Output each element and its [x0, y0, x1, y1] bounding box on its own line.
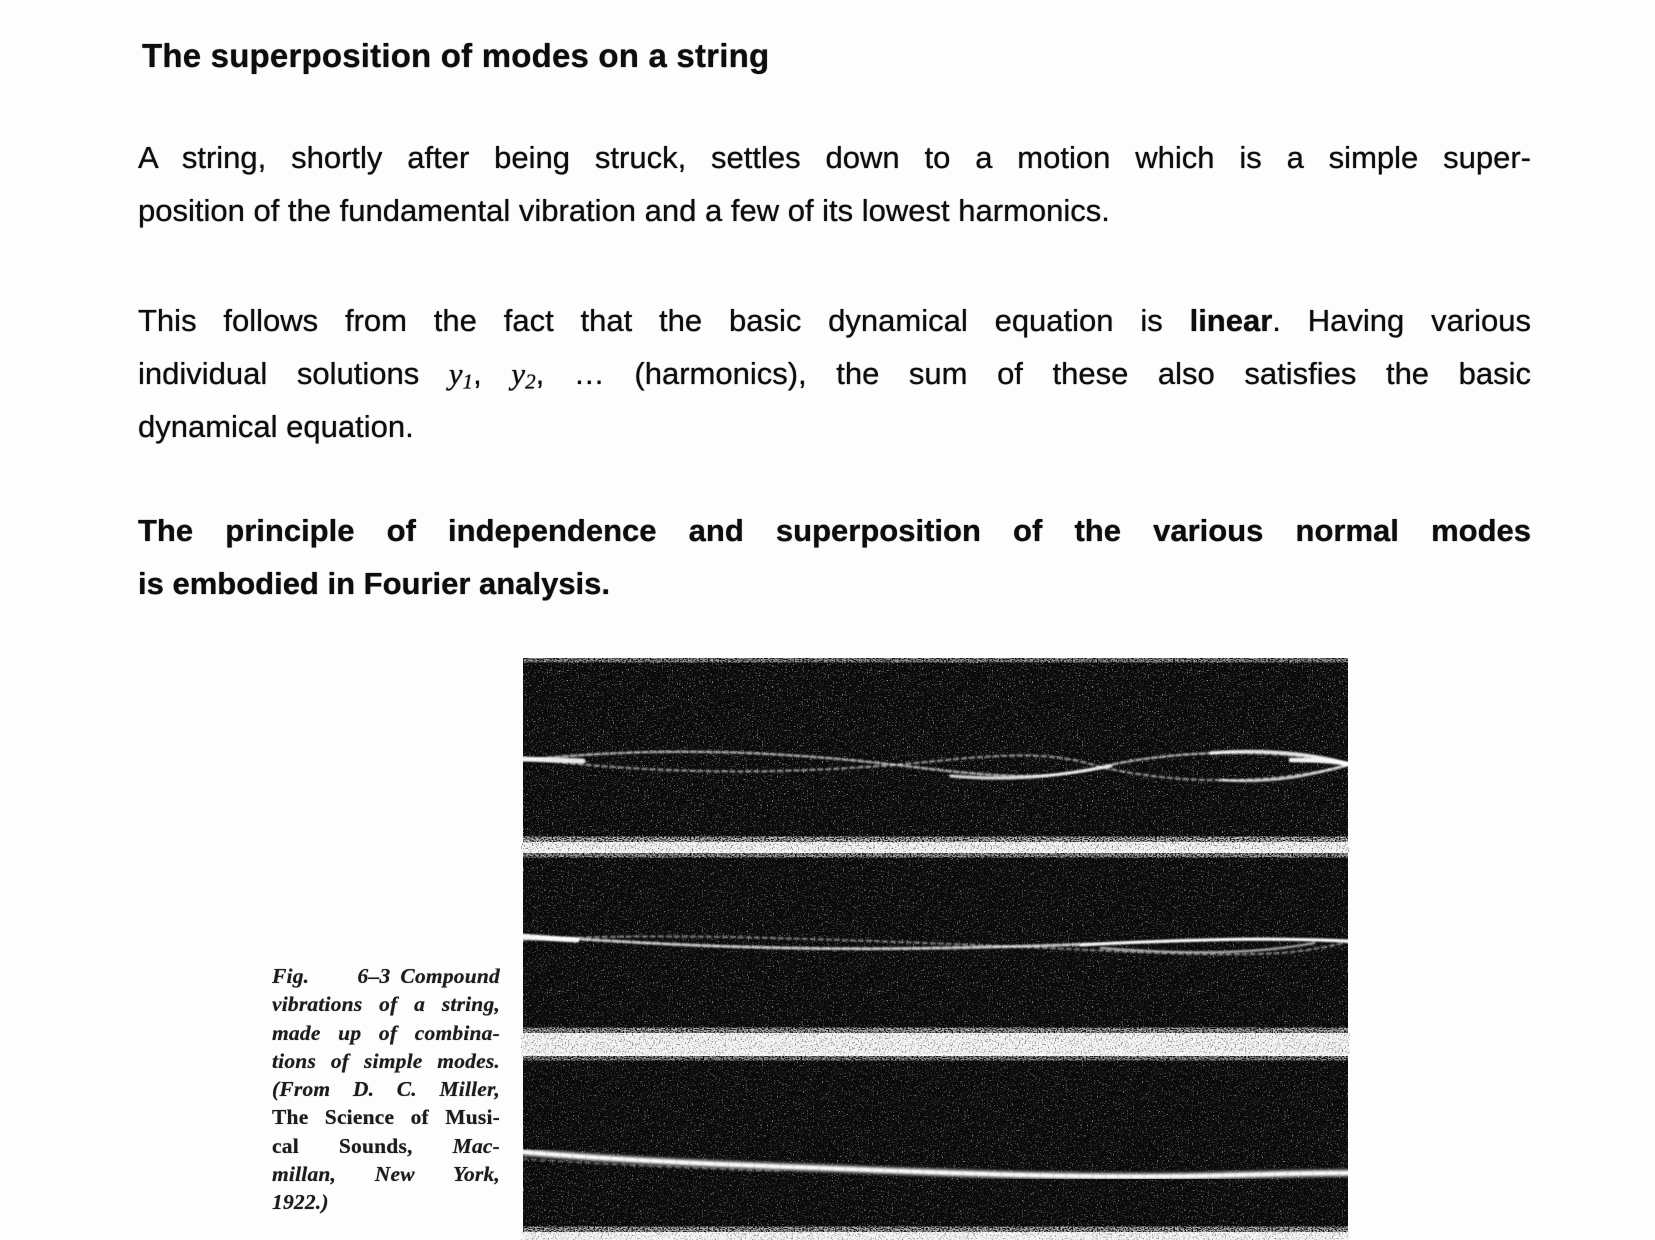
caption-text: Compound [400, 964, 500, 988]
film-strip-1 [523, 656, 1348, 843]
text-line: position of the fundamental vibration and a few of its lowest harmonics. [138, 193, 1110, 228]
paragraph-fourier [138, 504, 1531, 610]
caption-line: millan, New York, [272, 1162, 500, 1187]
emphasis-linear: linear [1189, 303, 1273, 338]
figure-caption [272, 962, 500, 1217]
text-line: A string, shortly after being struck, settles down to a motion which is a simple super- [138, 140, 1531, 175]
paragraph-linearity [138, 294, 1531, 453]
text-segment: individual solutions [138, 356, 449, 391]
text-segment: This follows from the fact that the basic dynamical equation is [138, 303, 1190, 338]
caption-line: tions of simple modes. [272, 1048, 500, 1073]
paragraph-superposition [138, 131, 1531, 237]
film-strip-3 [523, 1054, 1348, 1233]
caption-line [272, 962, 500, 990]
caption-book-title-segment: cal Sounds, [272, 1133, 413, 1158]
caption-line: vibrations of a string, [272, 992, 500, 1017]
math-subscript: 1 [462, 369, 474, 394]
math-subscript: 2 [525, 369, 536, 394]
caption-line: made up of combina- [272, 1020, 500, 1045]
caption-line-book-title: The Science of Musi- [272, 1105, 500, 1130]
math-symbol: y [448, 356, 463, 391]
photo-bottom-edge [523, 1232, 1348, 1240]
math-var-y1 [448, 356, 474, 394]
math-symbol: y [511, 356, 526, 391]
text-segment: . Having various [1272, 303, 1531, 338]
caption-line: (From D. C. Miller, [272, 1077, 500, 1102]
math-var-y2 [511, 356, 536, 394]
text-segment: , [473, 356, 512, 391]
film-strip-2 [523, 851, 1348, 1034]
text-line: The principle of independence and superposition of the various normal modes [138, 513, 1531, 548]
text-line [138, 294, 1531, 347]
caption-text: Mac- [452, 1133, 500, 1158]
text-line [138, 347, 1531, 400]
page-title: The superposition of modes on a string [142, 37, 770, 74]
figure-number: Fig. 6–3 [272, 964, 391, 988]
caption-line: 1922.) [272, 1190, 329, 1215]
text-line: dynamical equation. [138, 409, 414, 444]
text-line: is embodied in Fourier analysis. [138, 566, 611, 601]
strip-gap-2 [523, 1033, 1348, 1056]
string-vibration-photograph [521, 654, 1350, 1240]
text-segment: , … (harmonics), the sum of these also satisfies the basic [535, 356, 1532, 391]
caption-line [272, 1132, 500, 1160]
